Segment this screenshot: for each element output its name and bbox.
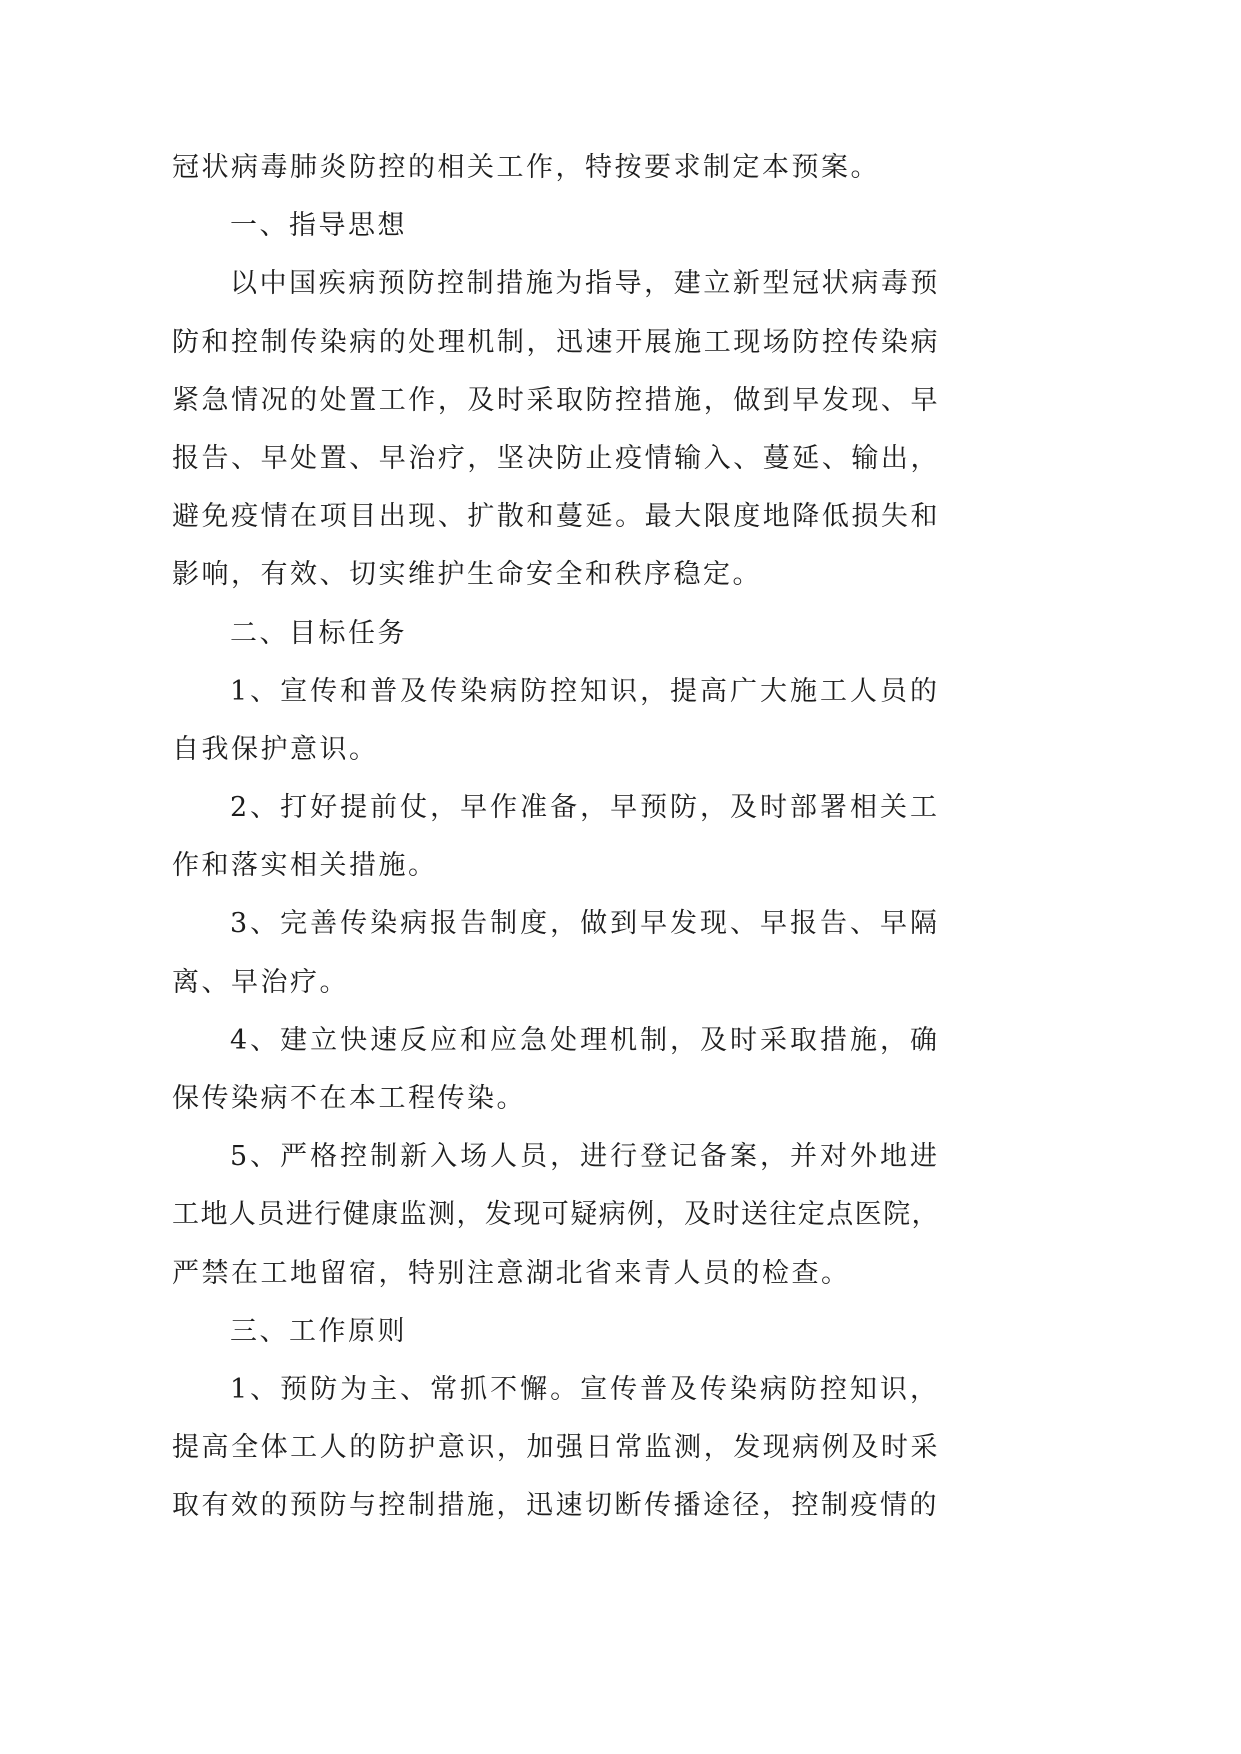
- paragraph: [172, 1361, 940, 1536]
- paragraph: [172, 1128, 940, 1303]
- text-line: 离、早治疗。: [172, 966, 349, 998]
- text-line: 自我保护意识。: [172, 733, 379, 765]
- text-line: 冠状病毒肺炎防控的相关工作，特按要求制定本预案。: [172, 152, 880, 183]
- text-line: 避免疫情在项目出现、扩散和蔓延。最大限度地降低损失和: [172, 501, 940, 533]
- paragraph: [172, 779, 940, 895]
- text-line: 1、宣传和普及传染病防控知识，提高广大施工人员的: [230, 675, 940, 707]
- text-line: 影响，有效、切实维护生命安全和秩序稳定。: [172, 559, 762, 591]
- text-line: 3、完善传染病报告制度，做到早发现、早报告、早隔: [230, 908, 940, 940]
- document-page: [172, 139, 940, 1536]
- paragraph: [172, 255, 940, 604]
- text-line: 提高全体工人的防护意识，加强日常监测，发现病例及时采: [172, 1432, 940, 1464]
- text-line: 防和控制传染病的处理机制，迅速开展施工现场防控传染病: [172, 326, 940, 358]
- text-line: 取有效的预防与控制措施，迅速切断传播途径，控制疫情的: [172, 1490, 939, 1522]
- paragraph: [172, 1012, 940, 1128]
- text-line: 紧急情况的处置工作，及时采取防控措施，做到早发现、早: [172, 384, 940, 416]
- text-line: 作和落实相关措施。: [172, 850, 438, 882]
- text-line: 以中国疾病预防控制措施为指导，建立新型冠状病毒预: [230, 268, 940, 300]
- text-line: 2、打好提前仗，早作准备，早预防，及时部署相关工: [230, 792, 940, 824]
- paragraph: [172, 663, 940, 779]
- section-heading: 三、工作原则: [230, 1315, 407, 1347]
- section-heading: 二、目标任务: [230, 617, 407, 649]
- text-line: 保传染病不在本工程传染。: [172, 1083, 526, 1114]
- text-line: 4、建立快速反应和应急处理机制，及时采取措施，确: [230, 1024, 940, 1056]
- text-line: 工地人员进行健康监测，发现可疑病例，及时送往定点医院，: [172, 1199, 940, 1231]
- text-line: 报告、早处置、早治疗，坚决防止疫情输入、蔓延、输出，: [172, 442, 940, 474]
- text-line: 1、预防为主、常抓不懈。宣传普及传染病防控知识，: [230, 1373, 940, 1405]
- paragraph: [172, 895, 940, 1011]
- paragraph-continued: [172, 139, 940, 197]
- text-line: 5、严格控制新入场人员，进行登记备案，并对外地进: [230, 1141, 940, 1173]
- text-line: 严禁在工地留宿，特别注意湖北省来青人员的检查。: [172, 1257, 851, 1289]
- section-heading: 一、指导思想: [230, 210, 407, 242]
